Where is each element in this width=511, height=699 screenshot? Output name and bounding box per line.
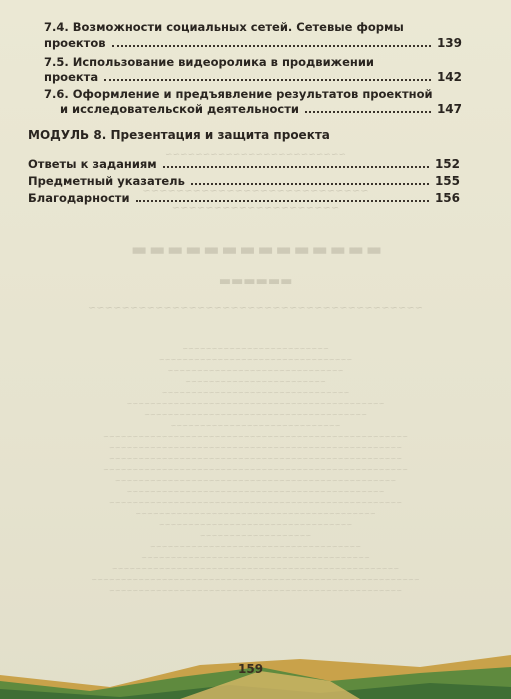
toc-item-7-5-row: [44, 70, 462, 84]
toc-index-label: Предметный указатель: [28, 174, 185, 188]
toc-answers-page: 152: [434, 157, 460, 171]
toc-item-7-6-title: 7.6. Оформление и предъявление результатов проектной: [44, 87, 433, 101]
toc-index-page: 155: [434, 174, 460, 188]
bleed-through-text: ~~~~~~~~~~~~~~~~~~~~~~~~ ~~~~~~~~~~~~~~~~~~~~~~~~~~~ ~~~~~~~~~~~~~~~~~~~~ ▬▬▬▬▬▬▬▬▬▬▬▬▬▬ ▬▬▬▬▬▬ ~~~~~~~~~~~~~~~~~~~~~~~~~~~~~~~~~~~~~~~~ ~~~~~~~~~~~~~~~~~~~~~~~~~ ~~~~~~~~~~~~~~~~~~~~~~~~~~~~~~~~~ ~~~~~~~~~~~~~~~~~~~~~~~~~~~~~~ ~~~~~~~~~~~~~~~~~~~~~~~~ ~~~~~~~~~~~~~~~~~~~~~~~~~~~~~~~~ ~~~~~~~~~~~~~~~~~~~~~~~~~~~~~~~~~~~~~~~~~~~~ ~~~~~~~~~~~~~~~~~~~~~~~~~~~~~~~~~~~~~~ ~~~~~~~~~~~~~~~~~~~~~~~~~~~~~ ~~~~~~~~~~~~~~~~~~~~~~~~~~~~~~~~~~~~~~~~~~~~~~~~~~~~ ~~~~~~~~~~~~~~~~~~~~~~~~~~~~~~~~~~~~~~~~~~~~~~~~~~ ~~~~~~~~~~~~~~~~~~~~~~~~~~~~~~~~~~~~~~~~~~~~~~~~~~ ~~~~~~~~~~~~~~~~~~~~~~~~~~~~~~~~~~~~~~~~~~~~~~~~~~~~ ~~~~~~~~~~~~~~~~~~~~~~~~~~~~~~~~~~~~~~~~~~~~~~~~ ~~~~~~~~~~~~~~~~~~~~~~~~~~~~~~~~~~~~~~~~~~~~ ~~~~~~~~~~~~~~~~~~~~~~~~~~~~~~~~~~~~~~~~~~~~~~~~~~ ~~~~~~~~~~~~~~~~~~~~~~~~~~~~~~~~~~~~~~~~~ ~~~~~~~~~~~~~~~~~~~~~~~~~~~~~~~~~ ~~~~~~~~~~~~~~~~~~~ ~~~~~~~~~~~~~~~~~~~~~~~~~~~~~~~~~~~~ ~~~~~~~~~~~~~~~~~~~~~~~~~~~~~~~~~~~~~~~ ~~~~~~~~~~~~~~~~~~~~~~~~~~~~~~~~~~~~~~~~~~~~~~~~~ ~~~~~~~~~~~~~~~~~~~~~~~~~~~~~~~~~~~~~~~~~~~~~~~~~~~~~~~~ ~~~~~~~~~~~~~~~~~~~~~~~~~~~~~~~~~~~~~~~~~~~~~~~~~~: [87, 150, 424, 595]
toc-thanks-page: 156: [434, 191, 460, 205]
dot-leader: [191, 183, 429, 185]
toc-item-7-6-row: [60, 102, 462, 116]
toc-index-row: [28, 174, 460, 188]
toc-item-7-4-page: 139: [436, 36, 462, 50]
toc-item-7-6-page: 147: [436, 102, 462, 116]
toc-item-7-4-row: [44, 36, 462, 50]
module-8-heading: МОДУЛЬ 8. Презентация и защита проекта: [28, 128, 330, 142]
dot-leader: [136, 200, 429, 202]
dot-leader: [305, 111, 431, 113]
toc-item-7-5-title: 7.5. Использование видеоролика в продвижении: [44, 55, 374, 69]
toc-item-7-5-continuation: проекта: [44, 70, 99, 84]
toc-answers-row: [28, 157, 460, 171]
page-number: 159: [238, 662, 264, 676]
toc-answers-label: Ответы к заданиям: [28, 157, 157, 171]
toc-thanks-label: Благодарности: [28, 191, 130, 205]
toc-item-7-6-continuation: и исследовательской деятельности: [60, 102, 299, 116]
toc-item-7-4-continuation: проектов: [44, 36, 106, 50]
dot-leader: [104, 79, 431, 81]
dot-leader: [112, 45, 431, 47]
toc-thanks-row: [28, 191, 460, 205]
toc-item-7-5-page: 142: [436, 70, 462, 84]
toc-item-7-4-title: 7.4. Возможности социальных сетей. Сетевые формы: [44, 20, 404, 34]
dot-leader: [163, 166, 429, 168]
